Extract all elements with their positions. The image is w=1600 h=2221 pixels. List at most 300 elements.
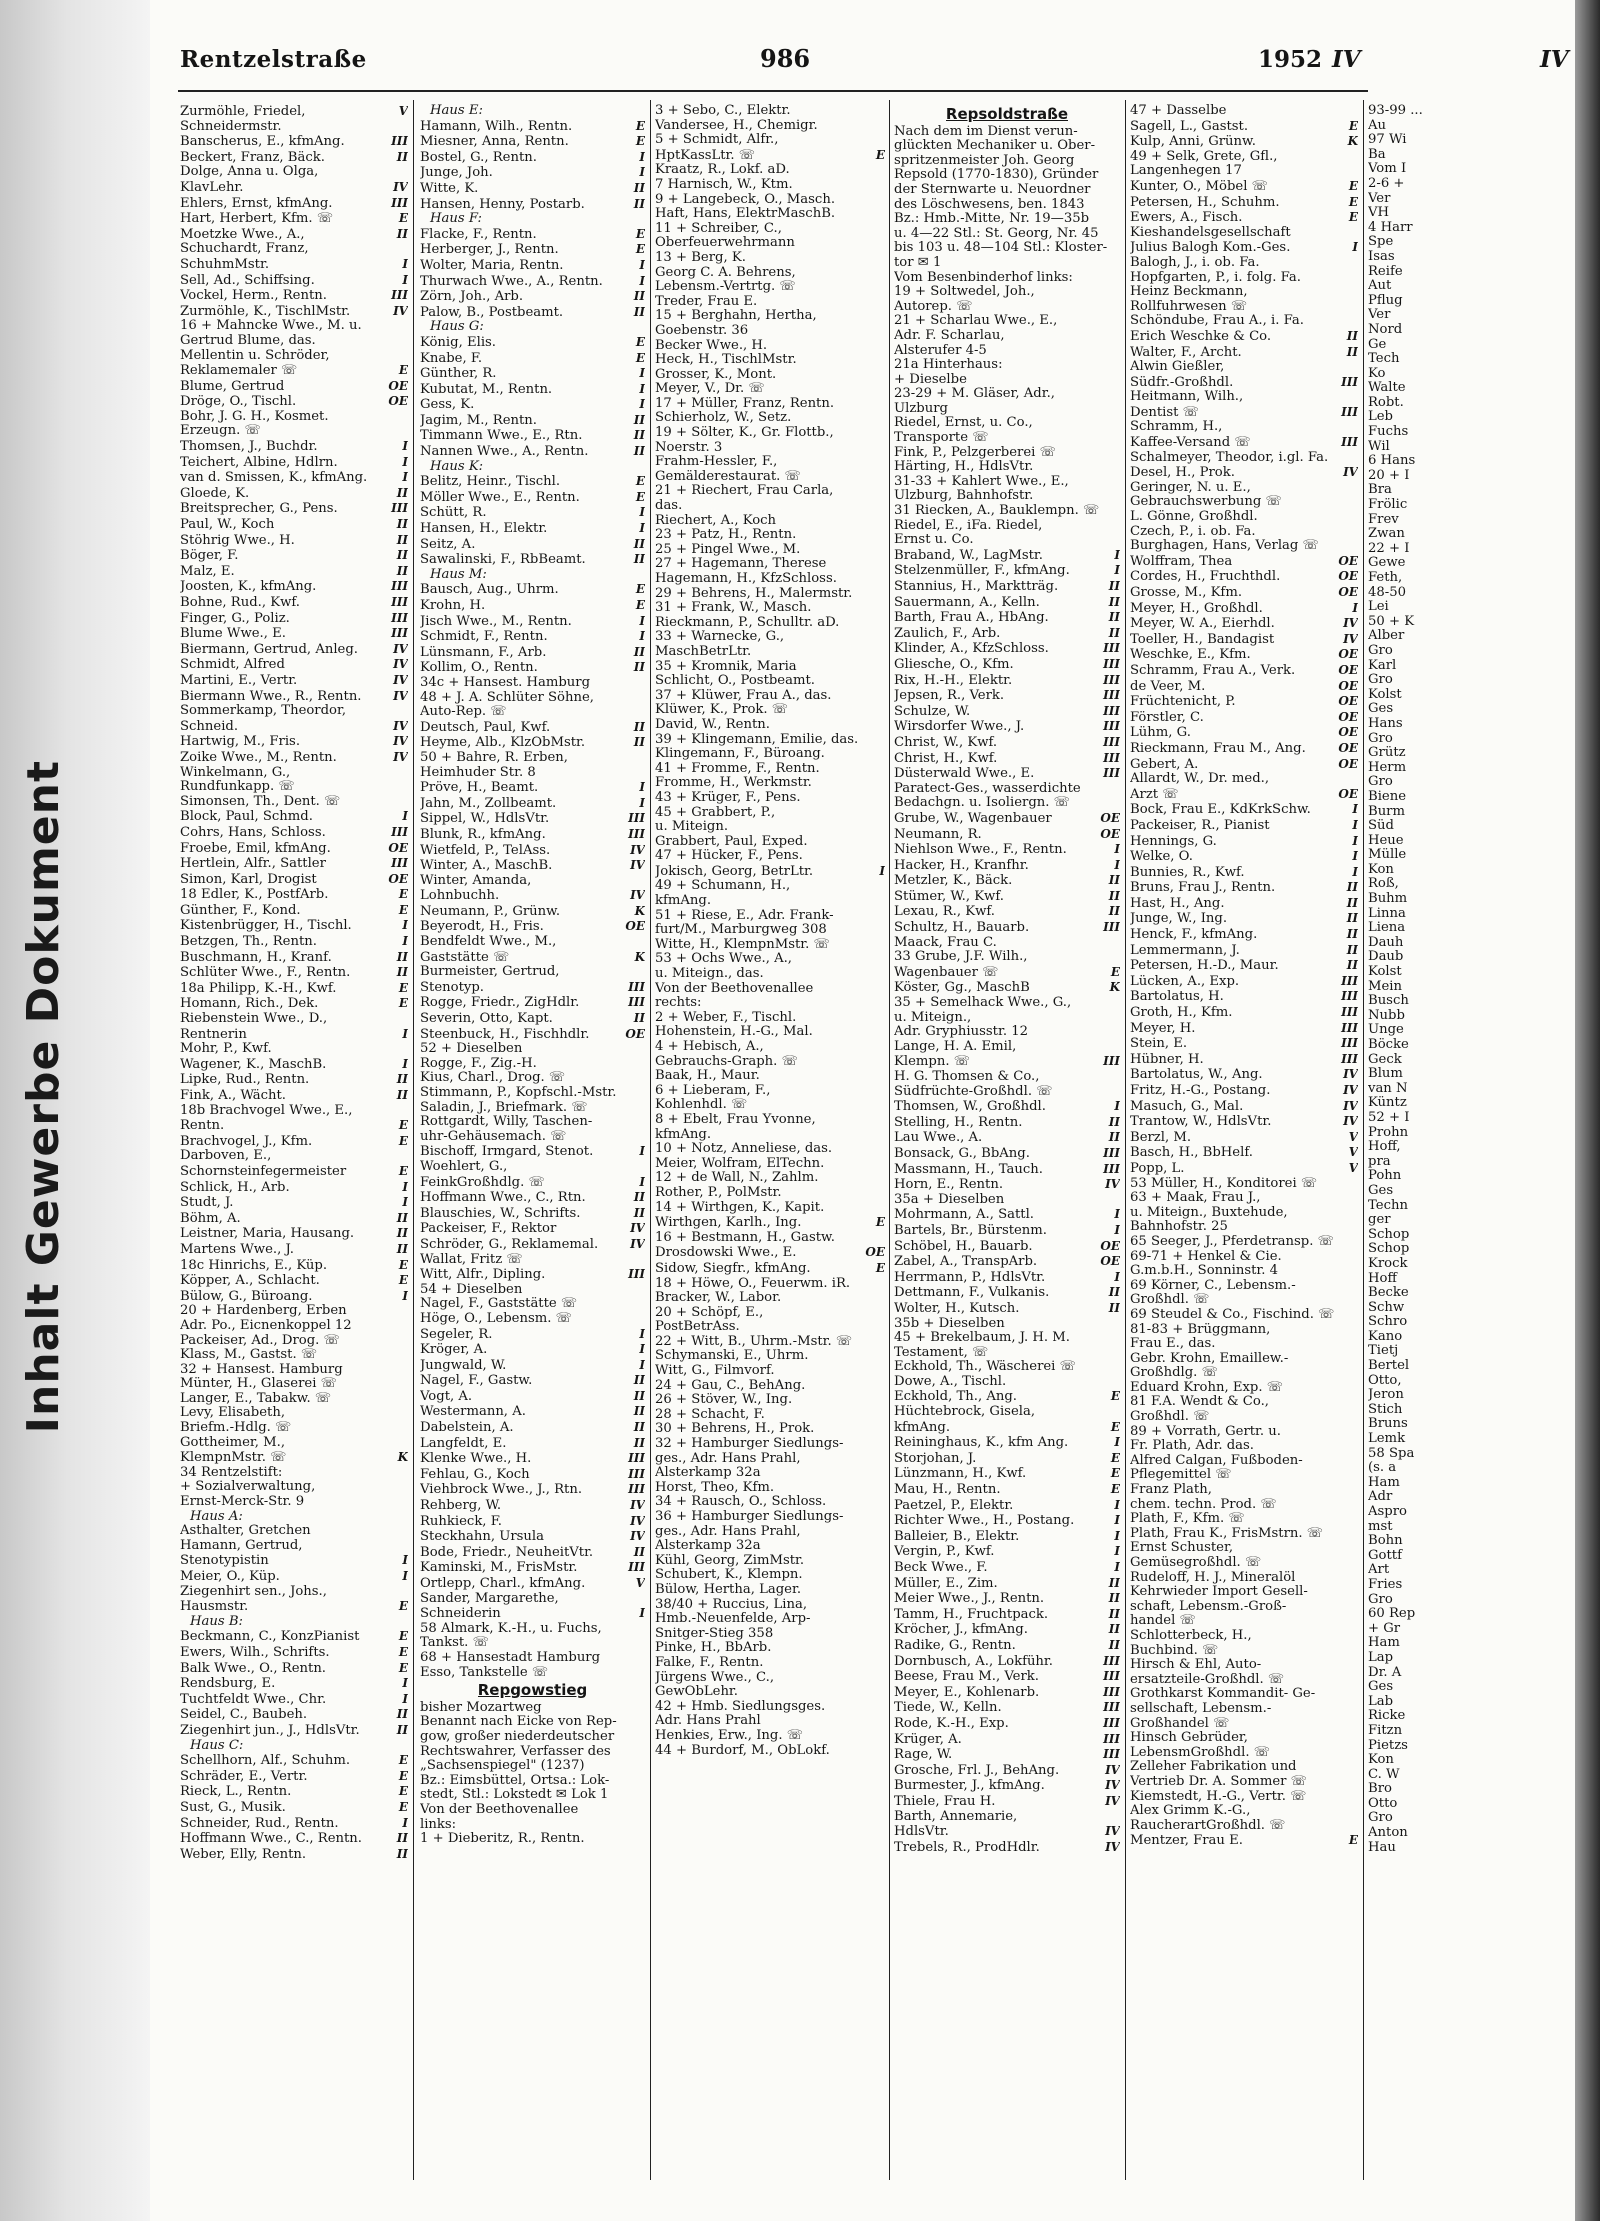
entry-text: der Sternwarte u. Neuordner <box>894 182 1091 197</box>
entry-text: Rode, K.-H., Exp. <box>894 1716 1009 1731</box>
entry-text: Düsterwald Wwe., E. <box>894 767 1035 782</box>
entry-text: Köpper, A., Schlacht. <box>180 1274 320 1289</box>
directory-entry <box>894 387 1120 402</box>
entry-text: Meyer, W. A., Eierhdl. <box>1130 617 1275 632</box>
entry-text: Klass, M., Gastst. ☏ <box>180 1348 318 1363</box>
entry-text: Bülow, G., Büroang. <box>180 1289 313 1304</box>
entry-text: Kröcher, J., kfmAng. <box>894 1623 1028 1638</box>
directory-entry <box>1368 1111 1568 1126</box>
floor-marker: IV <box>393 657 408 672</box>
entry-text: Wagener, K., MaschB. <box>180 1057 327 1072</box>
entry-text: Adr. Hans Prahl <box>655 1714 761 1729</box>
directory-entry <box>894 1375 1120 1390</box>
entry-text: Frölic <box>1368 498 1408 513</box>
directory-entry <box>655 339 885 354</box>
entry-text: Hoff, <box>1368 1140 1401 1155</box>
directory-entry <box>655 1201 885 1216</box>
entry-text: Gemälderestaurat. ☏ <box>655 469 802 484</box>
directory-entry <box>894 198 1120 213</box>
directory-entry <box>655 967 885 982</box>
entry-text: 60 Rep <box>1368 1607 1416 1622</box>
directory-entry <box>1130 1177 1358 1192</box>
directory-entry <box>1368 1841 1568 1856</box>
directory-entry <box>1130 818 1358 834</box>
floor-marker: IV <box>393 718 408 733</box>
entry-text: Thiele, Frau H. <box>894 1794 996 1809</box>
entry-text: 49 + Selk, Grete, Gfl., <box>1130 149 1278 164</box>
directory-entry <box>1130 1571 1358 1586</box>
entry-text: Haus G: <box>430 320 484 335</box>
entry-text: Riedel, Ernst, u. Co., <box>894 416 1033 431</box>
directory-entry <box>894 1360 1120 1375</box>
directory-entry <box>894 1435 1120 1451</box>
directory-entry <box>180 319 408 334</box>
entry-text: Ziegenhirt sen., Johs., <box>180 1584 327 1599</box>
directory-entry <box>894 1223 1120 1239</box>
directory-entry <box>180 1118 408 1134</box>
directory-entry <box>1130 958 1358 974</box>
entry-text: Fitzn <box>1368 1723 1403 1738</box>
floor-marker: E <box>635 350 645 365</box>
entry-text: Winter, A., MaschB. <box>420 859 553 874</box>
directory-entry <box>1130 1130 1358 1146</box>
column-divider <box>413 100 414 2180</box>
directory-entry <box>180 611 408 627</box>
directory-entry <box>1368 615 1568 630</box>
entry-text: Schneiderin <box>420 1607 501 1622</box>
entry-text: 2 + Weber, F., Tischl. <box>655 1010 797 1025</box>
entry-text: 43 + Krüger, F., Pens. <box>655 790 801 805</box>
directory-entry <box>180 1692 408 1708</box>
entry-text: Klüwer, K., Prok. ☏ <box>655 703 789 718</box>
directory-entry <box>180 1539 408 1554</box>
directory-entry <box>180 470 408 486</box>
entry-text: Henkies, Erw., Ing. ☏ <box>655 1728 804 1743</box>
directory-entry <box>1368 907 1568 922</box>
entry-text: Walter, F., Archt. <box>1130 345 1242 360</box>
directory-entry <box>420 1467 645 1483</box>
entry-text: Trantow, W., HdlsVtr. <box>1130 1115 1272 1130</box>
directory-entry <box>180 1569 408 1585</box>
entry-text: Blauschies, W., Schrifts. <box>420 1206 581 1221</box>
entry-text: Bohn <box>1368 1534 1403 1549</box>
directory-entry <box>894 827 1120 843</box>
directory-entry <box>1368 1126 1568 1141</box>
entry-text: Kon <box>1368 862 1394 877</box>
directory-entry <box>420 1011 645 1027</box>
entry-text: Otto, <box>1368 1373 1402 1388</box>
entry-text: Zoike Wwe., M., Rentn. <box>180 750 337 765</box>
entry-text: Stenotyp. <box>420 980 484 995</box>
directory-entry <box>180 1304 408 1319</box>
floor-marker: II <box>1108 1622 1120 1637</box>
floor-marker: I <box>639 613 645 628</box>
entry-text: 51 + Riese, E., Adr. Frank- <box>655 908 834 923</box>
directory-entry <box>655 207 885 222</box>
floor-marker: II <box>396 1831 408 1846</box>
directory-entry <box>1368 1053 1568 1068</box>
floor-marker: II <box>633 304 645 319</box>
entry-text: sellschaft, Lebensm.- <box>1130 1701 1272 1716</box>
directory-entry <box>655 133 885 148</box>
entry-text: stedt, Stl.: Lokstedt ✉ Lok 1 <box>420 1788 609 1803</box>
directory-entry <box>1368 1709 1568 1724</box>
directory-entry <box>655 1525 885 1540</box>
entry-text: Bartolatus, W., Ang. <box>1130 1068 1263 1083</box>
entry-text: Südfrüchte-Großhdl. ☏ <box>894 1084 1053 1099</box>
entry-text: Rudeloff, H. J., Mineralöl <box>1130 1570 1296 1585</box>
entry-text: Schräder, E., Vertr. <box>180 1769 308 1784</box>
directory-entry <box>655 1583 885 1598</box>
floor-marker: I <box>639 780 645 795</box>
directory-entry <box>1368 877 1568 892</box>
entry-text: Ehlers, Ernst, kfmAng. <box>180 196 333 211</box>
directory-entry <box>655 835 885 850</box>
directory-entry <box>1368 1330 1568 1345</box>
directory-entry <box>1368 1666 1568 1681</box>
entry-text: Gebr. Krohn, Emaillew.- <box>1130 1351 1289 1366</box>
house-subheading <box>420 104 645 119</box>
directory-entry <box>1130 525 1358 540</box>
directory-entry <box>894 1040 1120 1055</box>
entry-text: Böhm, A. <box>180 1211 241 1226</box>
directory-entry <box>1130 375 1358 391</box>
directory-entry <box>655 630 885 645</box>
directory-entry <box>655 703 885 718</box>
floor-marker: II <box>633 1011 645 1026</box>
floor-marker: OE <box>1338 662 1358 677</box>
floor-marker: II <box>396 226 408 241</box>
directory-entry <box>894 1622 1120 1638</box>
floor-marker: III <box>1341 374 1358 389</box>
entry-text: Bruns, Frau J., Rentn. <box>1130 881 1276 896</box>
entry-text: Kaminski, M., FrisMstr. <box>420 1561 578 1576</box>
floor-marker: II <box>1346 328 1358 343</box>
entry-text: Schlotterbeck, H., <box>1130 1628 1252 1643</box>
entry-text: Schöbel, H., Bauarb. <box>894 1239 1033 1254</box>
directory-entry <box>1368 104 1568 119</box>
floor-marker: III <box>628 1560 645 1575</box>
entry-text: Meyer, H. <box>1130 1021 1196 1036</box>
entry-text: Hohenstein, H.-G., Mal. <box>655 1025 813 1040</box>
floor-marker: II <box>1108 1130 1120 1145</box>
floor-marker: I <box>402 1288 408 1303</box>
entry-text: Nubb <box>1368 1008 1405 1023</box>
entry-text: Schymanski, E., Uhrm. <box>655 1349 809 1364</box>
directory-entry <box>655 499 885 514</box>
directory-entry <box>655 689 885 704</box>
entry-text: 34c + Hansest. Hamburg <box>420 675 591 690</box>
house-subheading <box>420 460 645 475</box>
directory-entry <box>180 918 408 934</box>
floor-marker: II <box>633 444 645 459</box>
entry-text: Lau Wwe., A. <box>894 1131 983 1146</box>
entry-text: Kieshandelsgesellschaft <box>1130 225 1291 240</box>
entry-text: Günther, F., Kond. <box>180 903 301 918</box>
directory-entry <box>180 1104 408 1119</box>
entry-text: Sommerkamp, Theordor, <box>180 704 347 719</box>
directory-entry <box>180 257 408 273</box>
directory-entry <box>894 673 1120 689</box>
floor-marker: I <box>1352 240 1358 255</box>
floor-marker: III <box>1103 672 1120 687</box>
floor-marker: II <box>633 428 645 443</box>
entry-text: Kohlenhdl. ☏ <box>655 1098 748 1113</box>
directory-entry <box>894 1331 1120 1346</box>
entry-text: Lünzmann, H., Kwf. <box>894 1467 1027 1482</box>
entry-text: 58 Spa <box>1368 1446 1415 1461</box>
directory-entry <box>1368 338 1568 353</box>
directory-entry <box>1130 271 1358 286</box>
entry-text: Buchbind. ☏ <box>1130 1643 1219 1658</box>
entry-text: Techn <box>1368 1198 1408 1213</box>
directory-entry <box>1368 556 1568 571</box>
entry-text: mst <box>1368 1519 1393 1534</box>
entry-text: Stelzenmüller, F., kfmAng. <box>894 564 1070 579</box>
entry-text: Finger, G., Poliz. <box>180 611 290 626</box>
directory-entry <box>180 595 408 611</box>
entry-text: Adr. F. Scharlau, <box>894 328 1005 343</box>
directory-entry <box>1368 1257 1568 1272</box>
directory-entry <box>894 271 1120 286</box>
directory-entry <box>655 557 885 572</box>
directory-entry <box>420 1373 645 1389</box>
directory-entry <box>1130 1775 1358 1790</box>
directory-entry <box>1368 1505 1568 1520</box>
entry-text: Hoffmann Wwe., C., Rentn. <box>180 1832 362 1847</box>
directory-entry <box>894 1254 1120 1270</box>
entry-text: 2-6 + <box>1368 176 1405 191</box>
entry-text: gow, großer niederdeutscher <box>420 1729 615 1744</box>
entry-text: Franz Plath, <box>1130 1483 1212 1498</box>
floor-marker: I <box>1352 833 1358 848</box>
entry-text: Gro <box>1368 643 1393 658</box>
entry-text: 5 + Schmidt, Alfr., <box>655 133 779 148</box>
directory-entry <box>894 314 1120 329</box>
entry-text: Ko <box>1368 366 1386 381</box>
floor-marker: I <box>639 505 645 520</box>
entry-text: Herm <box>1368 760 1407 775</box>
floor-marker: III <box>628 1451 645 1466</box>
directory-entry <box>894 227 1120 242</box>
floor-marker: OE <box>1338 725 1358 740</box>
directory-entry <box>655 1379 885 1394</box>
entry-text: Stich <box>1368 1402 1403 1417</box>
entry-text: Schulze, W. <box>894 704 971 719</box>
entry-text: Dolge, Anna u. Olga, <box>180 165 319 180</box>
floor-marker: IV <box>1105 1839 1120 1854</box>
floor-marker: E <box>1110 1450 1120 1465</box>
directory-entry <box>420 150 645 166</box>
floor-marker: I <box>402 1195 408 1210</box>
entry-text: Großhdlg. ☏ <box>1130 1366 1219 1381</box>
directory-entry <box>655 938 885 953</box>
directory-entry <box>1368 1607 1568 1622</box>
directory-entry <box>655 660 885 675</box>
directory-entry <box>1130 710 1358 726</box>
entry-text: Aspro <box>1368 1505 1407 1519</box>
entry-text: Schlüter Wwe., F., Rentn. <box>180 966 351 981</box>
floor-marker: III <box>1103 688 1120 703</box>
entry-text: links: <box>420 1817 457 1832</box>
entry-text: Biermann Wwe., R., Rentn. <box>180 689 362 704</box>
directory-entry <box>1368 1213 1568 1228</box>
floor-marker: II <box>396 517 408 532</box>
entry-text: Herberger, J., Rentn. <box>420 243 559 258</box>
floor-marker: II <box>633 196 645 211</box>
floor-marker: IV <box>393 303 408 318</box>
entry-text: Rother, P., PolMstr. <box>655 1185 782 1200</box>
directory-entry <box>1368 1388 1568 1403</box>
floor-marker: II <box>633 180 645 195</box>
directory-entry <box>420 1774 645 1789</box>
directory-entry <box>1368 294 1568 309</box>
directory-entry <box>655 1040 885 1055</box>
entry-text: spritzenmeister Joh. Georg <box>894 153 1075 168</box>
directory-entry <box>894 1638 1120 1654</box>
floor-marker: E <box>398 1163 408 1178</box>
floor-marker: II <box>1108 873 1120 888</box>
entry-text: Kraatz, R., Lokf. aD. <box>655 163 790 178</box>
entry-text: Drosdowski Wwe., E. <box>655 1246 797 1261</box>
entry-text: Plath, Frau K., FrisMstrn. ☏ <box>1130 1526 1324 1541</box>
entry-text: Ges <box>1368 1680 1394 1695</box>
directory-entry <box>1368 1811 1568 1826</box>
directory-entry <box>894 1529 1120 1545</box>
floor-marker: OE <box>1100 826 1120 841</box>
floor-marker: III <box>1103 920 1120 935</box>
directory-entry <box>420 735 645 751</box>
directory-entry <box>420 811 645 827</box>
directory-column-5 <box>1130 104 1358 1849</box>
directory-entry <box>1368 192 1568 207</box>
entry-text: 10 + Notz, Anneliese, das. <box>655 1142 833 1157</box>
directory-entry <box>180 903 408 919</box>
floor-marker: IV <box>1105 1824 1120 1839</box>
directory-entry <box>1368 1301 1568 1316</box>
directory-entry <box>894 1732 1120 1748</box>
directory-entry <box>1130 1585 1358 1600</box>
directory-entry <box>180 579 408 595</box>
entry-text: Otto <box>1368 1796 1398 1811</box>
floor-marker: II <box>1108 579 1120 593</box>
floor-marker: II <box>633 1435 645 1450</box>
entry-text: Böger, F. <box>180 549 239 564</box>
directory-entry <box>655 1186 885 1201</box>
directory-entry <box>1368 673 1568 688</box>
binding-gutter <box>0 0 150 2221</box>
directory-entry <box>1130 741 1358 757</box>
directory-entry <box>1130 1250 1358 1265</box>
entry-text: 18 + Höwe, O., Feuerwm. iR. <box>655 1276 851 1291</box>
entry-text: Ziegenhirt jun., J., HdlsVtr. <box>180 1723 360 1738</box>
entry-text: Mohr, P., Kwf. <box>180 1042 272 1057</box>
directory-entry <box>180 517 408 533</box>
entry-text: 11 + Schreiber, C., <box>655 221 782 236</box>
directory-entry <box>1130 481 1358 496</box>
entry-text: Stenotypistin <box>180 1554 269 1569</box>
directory-entry <box>180 288 408 304</box>
entry-text: Sander, Margarethe, <box>420 1591 559 1606</box>
entry-text: Wolffram, Thea <box>1130 554 1233 569</box>
directory-entry <box>180 104 408 120</box>
directory-entry <box>1130 390 1358 405</box>
entry-text: 54 + Dieselben <box>420 1282 523 1297</box>
directory-entry <box>180 439 408 455</box>
floor-marker: II <box>633 536 645 551</box>
entry-text: Gloede, K. <box>180 486 250 501</box>
entry-text: Cohrs, Hans, Schloss. <box>180 825 326 840</box>
directory-entry <box>420 444 645 460</box>
entry-text: 38/40 + Ruccius, Lina, <box>655 1597 808 1612</box>
entry-text: Mellentin u. Schröder, <box>180 348 330 363</box>
directory-entry <box>1130 1410 1358 1425</box>
directory-entry <box>1130 1052 1358 1068</box>
directory-entry <box>1130 104 1358 119</box>
entry-text: Segeler, R. <box>420 1327 493 1342</box>
directory-entry <box>655 1349 885 1364</box>
directory-entry <box>894 504 1120 519</box>
entry-text: Blum <box>1368 1067 1403 1082</box>
entry-text: (s. a <box>1368 1461 1397 1476</box>
entry-text: Baak, H., Maur. <box>655 1069 760 1084</box>
floor-marker: II <box>633 1404 645 1419</box>
floor-marker: II <box>633 289 645 304</box>
entry-text: Treder, Frau E. <box>655 294 758 309</box>
directory-entry <box>1130 1717 1358 1732</box>
floor-marker: I <box>1352 802 1358 817</box>
entry-text: 20 + Schöpf, E., <box>655 1305 764 1320</box>
floor-marker: OE <box>1338 647 1358 662</box>
entry-text: Lühm, G. <box>1130 726 1191 741</box>
entry-text: 48 + J. A. Schlüter Söhne, <box>420 690 594 705</box>
entry-text: Jeron <box>1368 1388 1404 1403</box>
entry-text: Malz, E. <box>180 564 235 579</box>
entry-text: Hertlein, Alfr., Sattler <box>180 857 326 872</box>
directory-entry <box>180 1436 408 1451</box>
directory-entry <box>180 533 408 549</box>
entry-text: Neumann, R. <box>894 827 982 842</box>
entry-text: Ernst-Merck-Str. 9 <box>180 1495 305 1510</box>
entry-text: Rix, H.-H., Elektr. <box>894 673 1013 688</box>
entry-text: Breitsprecher, G., Pens. <box>180 502 338 517</box>
entry-text: Blume, Gertrud <box>180 379 285 394</box>
floor-marker: I <box>1114 842 1120 857</box>
entry-text: Hüchtebrock, Gisela, <box>894 1405 1036 1420</box>
floor-marker: II <box>396 1707 408 1722</box>
entry-text: Bz.: Hmb.-Mitte, Nr. 19—35b <box>894 212 1090 227</box>
floor-marker: II <box>1108 1575 1120 1590</box>
directory-entry <box>1130 405 1358 421</box>
entry-text: Zabel, A., TranspArb. <box>894 1255 1038 1270</box>
entry-text: Haus B: <box>190 1614 243 1629</box>
directory-entry <box>655 1142 885 1157</box>
entry-text: Rottgardt, Willy, Taschen- <box>420 1115 593 1130</box>
directory-entry <box>1130 1005 1358 1021</box>
entry-text: MaschBetrLtr. <box>655 644 752 659</box>
directory-entry <box>420 1803 645 1818</box>
floor-marker: E <box>398 1753 408 1768</box>
directory-entry <box>894 641 1120 657</box>
entry-text: Mentzer, Frau E. <box>1130 1834 1243 1849</box>
directory-entry <box>420 521 645 537</box>
directory-entry <box>894 1451 1120 1467</box>
entry-text: Reklamemaler ☏ <box>180 364 298 379</box>
directory-entry <box>655 1510 885 1525</box>
directory-entry <box>420 629 645 645</box>
directory-entry <box>1130 569 1358 585</box>
floor-marker: I <box>639 397 645 412</box>
